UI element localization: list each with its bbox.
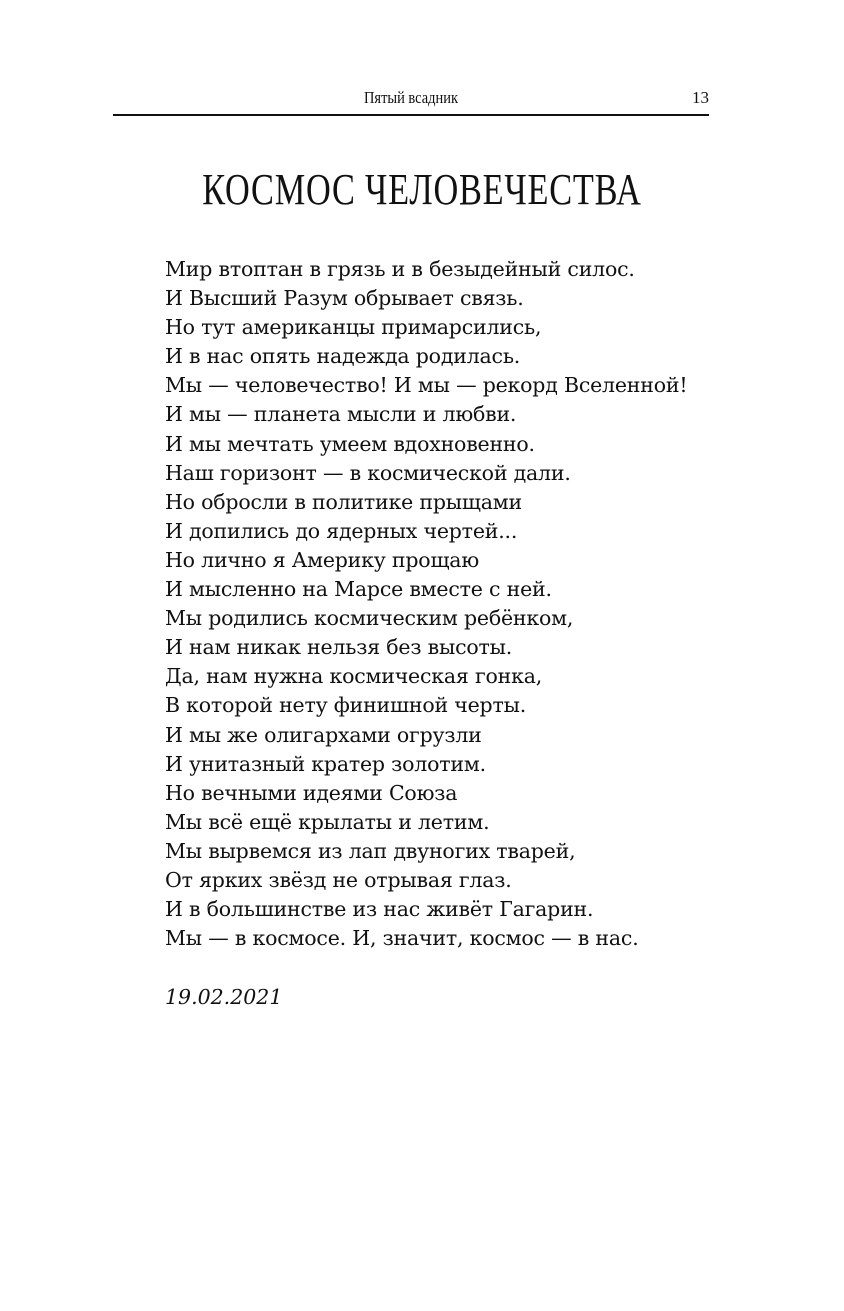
poem-body	[165, 255, 687, 953]
poem-title: КОСМОС ЧЕЛОВЕЧЕСТВА	[202, 165, 642, 214]
poem-line: И в нас опять надежда родилась.	[165, 344, 521, 369]
poem-line: Да, нам нужна космическая гонка,	[165, 664, 543, 689]
poem-line: Мы вырвемся из лап двуногих тварей,	[165, 838, 576, 863]
poem-line: И допились до ядерных чертей...	[165, 518, 518, 543]
poem-line: Но вечными идеями Союза	[165, 780, 458, 805]
poem-line: Мир втоптан в грязь и в безыдейный силос.	[165, 257, 635, 281]
poem-line: И унитазный кратер золотим.	[165, 751, 486, 776]
poem-line: И мысленно на Марсе вместе с ней.	[165, 577, 552, 602]
poem-line: Наш горизонт — в космической дали.	[165, 460, 571, 485]
poem-line: И мы же олигархами огрузли	[165, 722, 482, 747]
poem-line: И в большинстве из нас живёт Гагарин.	[165, 897, 594, 922]
poem-line: В которой нету финишной черты.	[165, 693, 527, 718]
poem-line: И Высший Разум обрывает связь.	[165, 286, 524, 311]
poem-line: Но лично я Америку прощаю	[165, 547, 479, 572]
poem-line: И нам никак нельзя без высоты.	[165, 635, 513, 660]
poem-line: Но тут американцы примарсились,	[165, 315, 542, 340]
poem-line: Мы всё ещё крылаты и летим.	[165, 809, 490, 834]
poem-line: Мы — в космосе. И, значит, космос — в нас.	[165, 926, 639, 951]
poem-line: И мы мечтать умеем вдохновенно.	[165, 431, 535, 456]
poem-line: И мы — планета мысли и любви.	[165, 402, 517, 427]
poem-date: 19.02.2021	[165, 985, 283, 1009]
running-header	[113, 84, 709, 116]
running-title: Пятый всадник	[363, 88, 459, 107]
poem-line: От ярких звёзд не отрывая глаз.	[165, 867, 512, 892]
poem-line: Но обросли в политике прыщами	[165, 489, 522, 514]
poem-line: Мы — человечество! И мы — рекорд Вселенной!	[165, 373, 688, 398]
poem-line: Мы родились космическим ребёнком,	[165, 606, 574, 631]
page-number: 13	[692, 88, 709, 107]
